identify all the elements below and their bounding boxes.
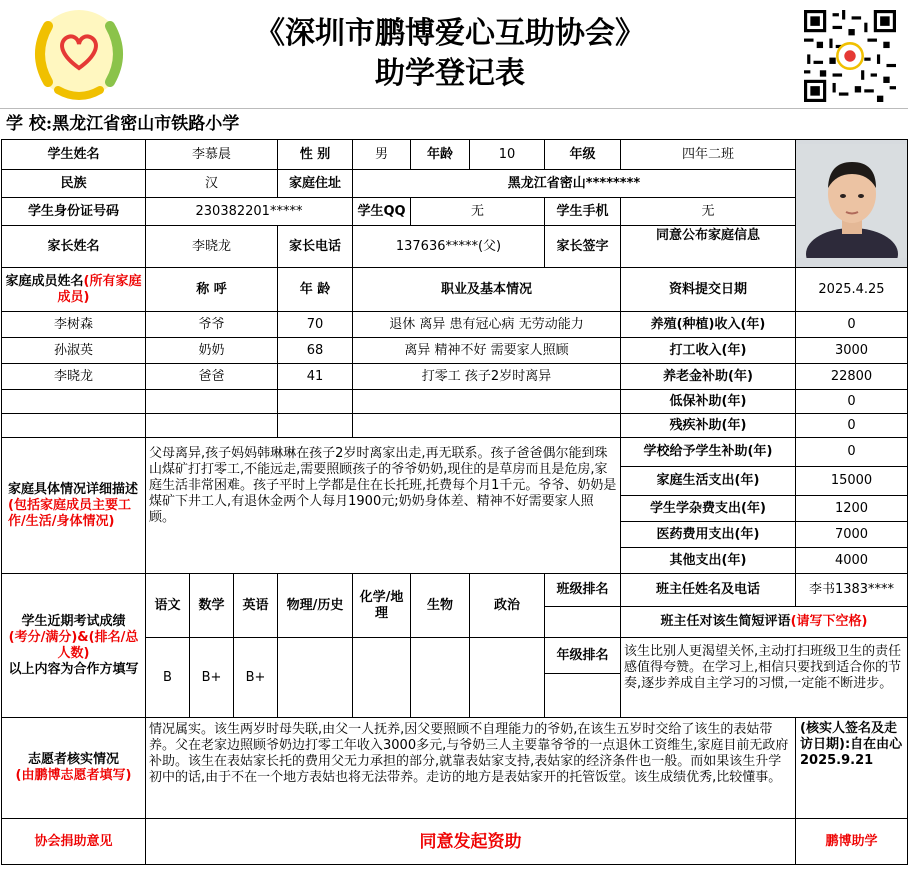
family-members-note: (所有家庭成员)	[57, 273, 142, 305]
member-age[interactable]: 70	[278, 312, 353, 338]
volunteer-note: (由鹏博志愿者填写)	[15, 768, 132, 783]
table-row	[2, 364, 908, 390]
signature-value: 鹏博助学	[796, 819, 908, 865]
age-value[interactable]: 10	[470, 140, 545, 170]
finance-label: 其他支出(年)	[621, 548, 796, 574]
header	[0, 0, 908, 109]
exam-label: 学生近期考试成绩	[21, 613, 126, 629]
member-info[interactable]: 退休 离异 患有冠心病 无劳动能力	[353, 312, 621, 338]
member-info[interactable]: 离异 精神不好 需要家人照顾	[353, 338, 621, 364]
label-age: 年龄	[411, 140, 470, 170]
finance-label: 低保补助(年)	[621, 390, 796, 414]
student-photo-icon	[796, 144, 908, 258]
parent-phone-value[interactable]: 137636*****(父)	[353, 226, 545, 268]
volunteer-label: 志愿者核实情况	[27, 752, 119, 767]
member-name[interactable]: 李树森	[2, 312, 146, 338]
subject-chemistry-geography: 化学/地理	[353, 574, 411, 638]
family-details-note: (包括家庭成员主要工作/生活/身体情况)	[8, 497, 131, 529]
finance-value[interactable]: 1200	[796, 496, 908, 522]
label-relation: 称 呼	[146, 268, 278, 312]
member-relation[interactable]: 奶奶	[146, 338, 278, 364]
member-name[interactable]: 李晓龙	[2, 364, 146, 390]
label-submit-date: 资料提交日期	[621, 268, 796, 312]
verifier-signature[interactable]: (核实人签名及走访日期):自在由心 2025.9.21	[796, 718, 908, 819]
member-info[interactable]: 打零工 孩子2岁时离异	[353, 364, 621, 390]
score-politics[interactable]	[470, 638, 545, 718]
title-line2: 助学登记表	[375, 56, 525, 91]
member-name[interactable]	[2, 414, 146, 438]
student-name-value[interactable]: 李慕晨	[146, 140, 278, 170]
finance-label: 医药费用支出(年)	[621, 522, 796, 548]
teacher-comment-note: (请写下空格)	[790, 614, 868, 629]
teacher-value[interactable]: 李书1383****	[796, 574, 908, 607]
member-relation[interactable]: 爸爸	[146, 364, 278, 390]
label-teacher-comment	[621, 607, 908, 638]
subject-physics-history: 物理/历史	[278, 574, 353, 638]
exam-note: (考分/满分)&(排名/总人数)	[8, 629, 139, 661]
subject-math: 数学	[190, 574, 234, 638]
member-relation[interactable]	[146, 414, 278, 438]
finance-value[interactable]: 15000	[796, 467, 908, 496]
finance-label: 学校给予学生补助(年)	[621, 438, 796, 467]
student-photo	[796, 140, 908, 268]
score-physics-history[interactable]	[278, 638, 353, 718]
volunteer-report-text[interactable]: 情况属实。该生两岁时母失联,由父一人抚养,因父要照顾不自理能力的爷奶,在该生五岁时交给了该生的表姑带养。父在老家边照顾爷奶边打零工年收入3000多元,与爷奶三人主要靠爷爷的一点退休工资维生,家庭目前无政府补助。该生在表姑家长托的费用父无力承担的部分,就靠表姑家支持,表姑家的经济条件也一般。而如果该生升学初中的话,由于不在一个地方表姑也将无法带养。走访的地方是表姑家开的托管饭堂。该生成绩优秀,比较懂事。	[146, 718, 796, 819]
label-teacher: 班主任姓名及电话	[621, 574, 796, 607]
label-volunteer	[2, 718, 146, 819]
label-address: 家庭住址	[278, 170, 353, 198]
qq-value[interactable]: 无	[411, 198, 545, 226]
finance-label: 养殖(种植)收入(年)	[621, 312, 796, 338]
score-math[interactable]: B+	[190, 638, 234, 718]
teacher-comment-label: 班主任对该生简短评语	[660, 614, 791, 629]
class-rank-value[interactable]	[545, 607, 621, 638]
finance-value[interactable]: 0	[796, 438, 908, 467]
member-age[interactable]	[278, 414, 353, 438]
score-biology[interactable]	[411, 638, 470, 718]
label-family-details	[2, 438, 146, 574]
table-row	[2, 414, 908, 438]
label-exam	[2, 574, 146, 718]
member-relation[interactable]: 爷爷	[146, 312, 278, 338]
finance-label: 家庭生活支出(年)	[621, 467, 796, 496]
label-id-number: 学生身份证号码	[2, 198, 146, 226]
label-family-members	[2, 268, 146, 312]
subject-english: 英语	[234, 574, 278, 638]
label-parent-sign: 家长签字	[545, 226, 621, 268]
school-name: 学 校:黑龙江省密山市铁路小学	[6, 114, 240, 134]
member-name[interactable]: 孙淑英	[2, 338, 146, 364]
family-members-label: 家庭成员姓名	[5, 273, 84, 289]
parent-name-value[interactable]: 李晓龙	[146, 226, 278, 268]
subject-chinese: 语文	[146, 574, 190, 638]
submit-date-value[interactable]: 2025.4.25	[796, 268, 908, 312]
family-details-text[interactable]: 父母离异,孩子妈妈韩琳琳在孩子2岁时离家出走,再无联系。孩子爸爸偶尔能到珠山煤矿打打零工,不能远走,需要照顾孩子的爷爷奶奶,现住的是草房而且是危房,家庭生活非常困难。孩子平时上学都是住在长托班,托费每个月1千元。爷爷、奶奶是煤矿下井工人,有退休金两个人每月1900元;奶奶身体差、精神不好需要家人照顾。	[146, 438, 621, 574]
finance-label: 残疾补助(年)	[621, 414, 796, 438]
finance-value[interactable]: 7000	[796, 522, 908, 548]
finance-label: 养老金补助(年)	[621, 364, 796, 390]
subject-biology: 生物	[411, 574, 470, 638]
form-title	[150, 14, 750, 94]
phone-value[interactable]: 无	[621, 198, 796, 226]
member-info[interactable]	[353, 390, 621, 414]
member-relation[interactable]	[146, 390, 278, 414]
title-line1: 《深圳市鹏博爱心互助协会》	[255, 16, 645, 51]
label-gender: 性 别	[278, 140, 353, 170]
table-row	[2, 312, 908, 338]
association-logo	[28, 6, 130, 102]
donation-opinion-value[interactable]: 同意发起资助	[146, 819, 796, 865]
label-member-age: 年 龄	[278, 268, 353, 312]
finance-value[interactable]: 22800	[796, 364, 908, 390]
label-parent-name: 家长姓名	[2, 226, 146, 268]
label-class-rank: 班级排名	[545, 574, 621, 607]
label-ethnicity: 民族	[2, 170, 146, 198]
member-age[interactable]: 41	[278, 364, 353, 390]
finance-value[interactable]: 0	[796, 414, 908, 438]
finance-value[interactable]: 0	[796, 312, 908, 338]
label-parent-phone: 家长电话	[278, 226, 353, 268]
id-number-value[interactable]: 230382201*****	[146, 198, 353, 226]
grade-rank-value[interactable]	[545, 674, 621, 718]
finance-value[interactable]: 4000	[796, 548, 908, 574]
member-age[interactable]: 68	[278, 338, 353, 364]
label-qq: 学生QQ	[353, 198, 411, 226]
score-chemistry-geography[interactable]	[353, 638, 411, 718]
finance-value[interactable]: 0	[796, 390, 908, 414]
subject-politics: 政治	[470, 574, 545, 638]
score-chinese[interactable]: B	[146, 638, 190, 718]
table-row	[2, 390, 908, 414]
member-name[interactable]	[2, 390, 146, 414]
label-grade-rank: 年级排名	[545, 638, 621, 674]
family-details-label: 家庭具体情况详细描述	[8, 481, 139, 497]
grade-value[interactable]: 四年二班	[621, 140, 796, 170]
member-info[interactable]	[353, 414, 621, 438]
label-grade: 年级	[545, 140, 621, 170]
qr-code-icon	[802, 10, 898, 102]
gender-value[interactable]: 男	[353, 140, 411, 170]
finance-value[interactable]: 3000	[796, 338, 908, 364]
finance-label: 打工收入(年)	[621, 338, 796, 364]
registration-table	[1, 139, 908, 865]
label-consent: 同意公布家庭信息	[621, 226, 796, 268]
label-occupation: 职业及基本情况	[353, 268, 621, 312]
ethnicity-value[interactable]: 汉	[146, 170, 278, 198]
label-phone: 学生手机	[545, 198, 621, 226]
exam-note-2: 以上内容为合作方填写	[8, 661, 139, 677]
table-row	[2, 338, 908, 364]
label-student-name: 学生姓名	[2, 140, 146, 170]
finance-label: 学生学杂费支出(年)	[621, 496, 796, 522]
label-donation-opinion: 协会捐助意见	[2, 819, 146, 865]
address-value[interactable]: 黑龙江省密山********	[353, 170, 796, 198]
member-age[interactable]	[278, 390, 353, 414]
teacher-comment-text[interactable]: 该生比别人更渴望关怀,主动打扫班级卫生的责任感值得夸赞。在学习上,相信只要找到适合你的节奏,逐步养成自主学习的习惯,一定能不断进步。	[621, 638, 908, 718]
score-english[interactable]: B+	[234, 638, 278, 718]
